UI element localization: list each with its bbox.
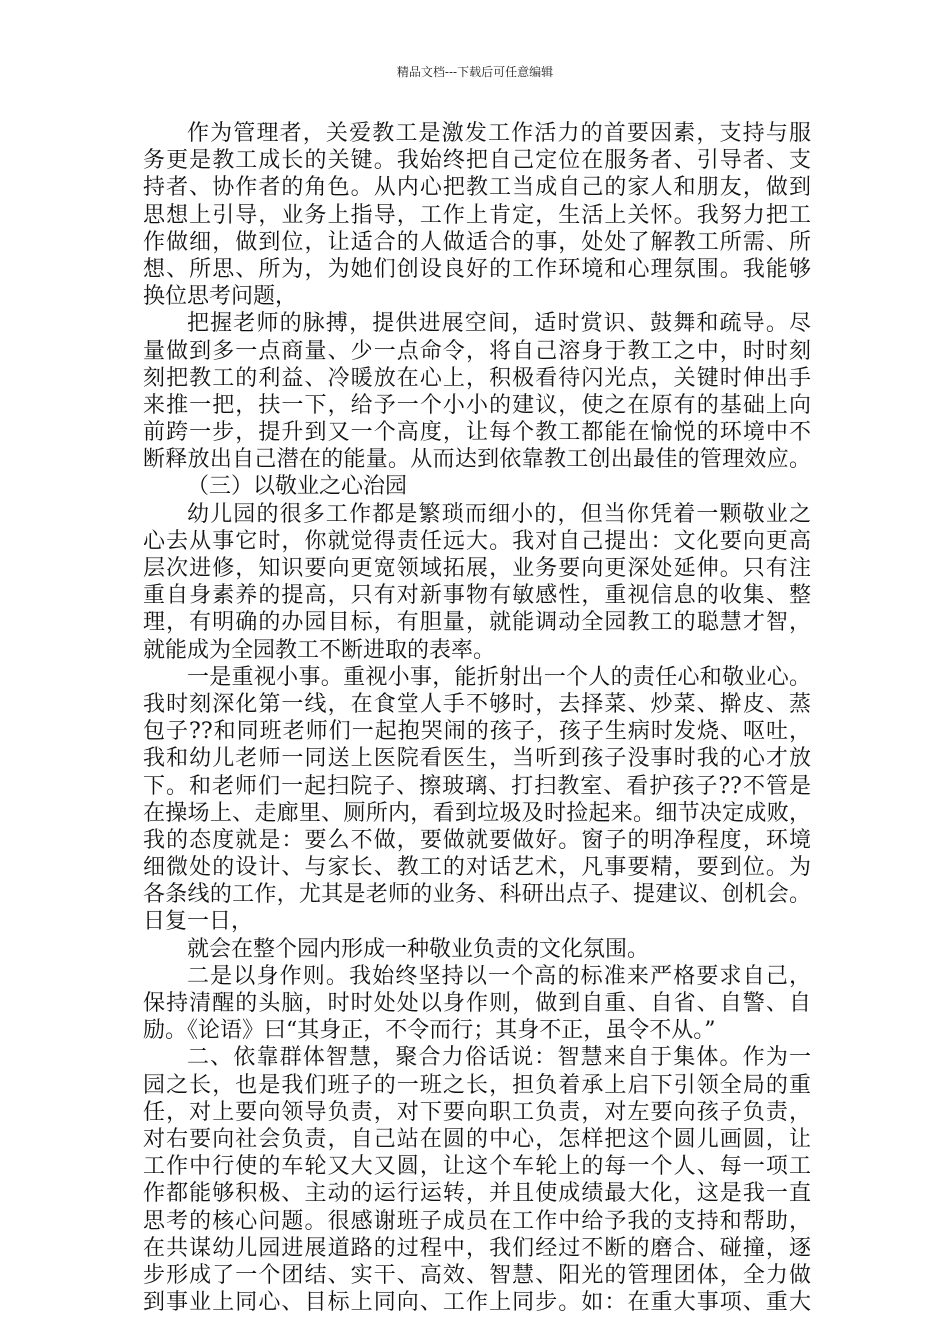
text-line: 下。和老师们一起扫院子、擦玻璃、打扫教室、看护孩子??不管是 — [143, 773, 811, 799]
page-header: 精品文档---下载后可任意编辑 — [396, 65, 554, 79]
text-line: 保持清醒的头脑，时时处处以身作则，做到自重、自省、自警、自 — [143, 991, 811, 1016]
text-line: 断释放出自己潜在的能量。从而达到依靠教工创出最佳的管理效应。 — [143, 447, 811, 473]
text-line: 励。《论语》曰“其身正，不令而行；其身不正，虽令不从。” — [143, 1018, 716, 1044]
paragraph — [143, 473, 811, 500]
text-line: 理，有明确的办园目标，有胆量，就能调动全园教工的聪慧才智， — [143, 610, 811, 636]
text-line: 我时刻深化第一线，在食堂人手不够时，去择菜、炒菜、擀皮、蒸 — [143, 691, 811, 717]
paragraph — [143, 963, 811, 1045]
text-line: 量做到多一点商量、少一点命令，将自己溶身于教工之中，时时刻 — [143, 338, 811, 364]
text-line: 就会在整个园内形成一种敬业负责的文化氛围。 — [187, 936, 650, 962]
paragraph — [143, 664, 811, 936]
text-line: 幼儿园的很多工作都是繁琐而细小的，但当你凭着一颗敬业之 — [187, 501, 811, 527]
text-line: 务更是教工成长的关键。我始终把自己定位在服务者、引导者、支 — [143, 148, 811, 174]
text-line: 工作中行使的车轮又大又圆，让这个车轮上的每一个人、每一项工 — [143, 1154, 811, 1180]
text-line: 刻把教工的利益、冷暖放在心上，积极看待闪光点，关键时伸出手 — [143, 365, 811, 391]
text-line: 一是重视小事。重视小事，能折射出一个人的责任心和敬业心。 — [187, 664, 811, 690]
text-line: 把握老师的脉搏，提供进展空间，适时赏识、鼓舞和疏导。尽 — [187, 311, 811, 337]
text-line: 层次进修，知识要向更宽领域拓展，业务要向更深处延伸。只有注 — [143, 556, 811, 581]
text-line: 作为管理者，关爱教工是激发工作活力的首要因素，支持与服 — [187, 121, 811, 146]
paragraph — [143, 501, 811, 664]
text-line: 在共谋幼儿园进展道路的过程中，我们经过不断的磨合、碰撞，逐 — [143, 1235, 811, 1261]
text-line: 想、所思、所为，为她们创设良好的工作环境和心理氛围。我能够 — [143, 256, 811, 282]
text-line: 思想上引导，业务上指导，工作上肯定，生活上关怀。我努力把工 — [143, 202, 811, 228]
text-line: 我的态度就是：要么不做，要做就要做好。窗子的明净程度，环境 — [143, 827, 811, 853]
text-line: 前跨一步，提升到又一个高度，让每个教工都能在愉悦的环境中不 — [143, 420, 811, 446]
text-line: 在操场上、走廊里、厕所内，看到垃圾及时捡起来。细节决定成败， — [143, 800, 811, 826]
text-line: （三）以敬业之心治园 — [187, 474, 408, 500]
text-line: 作做细，做到位，让适合的人做适合的事，处处了解教工所需、所 — [143, 229, 811, 255]
text-line: 重自身素养的提高，只有对新事物有敏感性，重视信息的收集、整 — [143, 583, 811, 609]
text-line: 换位思考问题， — [143, 284, 298, 310]
text-line: 日复一日， — [143, 909, 254, 935]
text-line: 心去从事它时，你就觉得责任远大。我对自己提出：文化要向更高 — [143, 528, 811, 554]
text-line: 持者、协作者的角色。从内心把教工当成自己的家人和朋友，做到 — [143, 175, 811, 201]
text-line: 园之长，也是我们班子的一班之长，担负着承上启下引领全局的重 — [143, 1072, 811, 1098]
paragraph — [143, 310, 811, 473]
text-line: 作都能够积极、主动的运行运转，并且使成绩最大化，这是我一直 — [143, 1181, 811, 1207]
text-line: 细微处的设计、与家长、教工的对话艺术，凡事要精，要到位。为 — [143, 855, 811, 881]
text-line: 步形成了一个团结、实干、高效、智慧、阳光的管理团体，全力做 — [143, 1262, 811, 1288]
paragraph — [143, 936, 811, 963]
text-line: 二、依靠群体智慧，聚合力俗话说：智慧来自于集体。作为一 — [187, 1045, 811, 1071]
text-line: 包子??和同班老师们一起抱哭闹的孩子，孩子生病时发烧、呕吐， — [143, 719, 811, 745]
text-line: 到事业上同心、目标上同向、工作上同步。如：在重大事项、重大 — [143, 1290, 811, 1316]
text-line: 就能成为全园教工不断进取的表率。 — [143, 637, 496, 663]
text-line: 任，对上要向领导负责，对下要向职工负责，对左要向孩子负责， — [143, 1099, 811, 1125]
paragraph — [143, 120, 811, 310]
text-line: 思考的核心问题。很感谢班子成员在工作中给予我的支持和帮助， — [143, 1208, 811, 1234]
text-line: 我和幼儿老师一同送上医院看医生，当听到孩子没事时我的心才放 — [143, 746, 811, 772]
paragraph — [143, 1044, 811, 1316]
text-line: 对右要向社会负责，自己站在圆的中心，怎样把这个圆儿画圆，让 — [143, 1126, 811, 1152]
text-line: 各条线的工作，尤其是老师的业务、科研出点子、提建议、创机会。 — [143, 882, 811, 908]
text-line: 二是以身作则。我始终坚持以一个高的标准来严格要求自己， — [187, 963, 811, 989]
document-body — [143, 120, 811, 1316]
text-line: 来推一把，扶一下，给予一个小小的建议，使之在原有的基础上向 — [143, 392, 811, 418]
